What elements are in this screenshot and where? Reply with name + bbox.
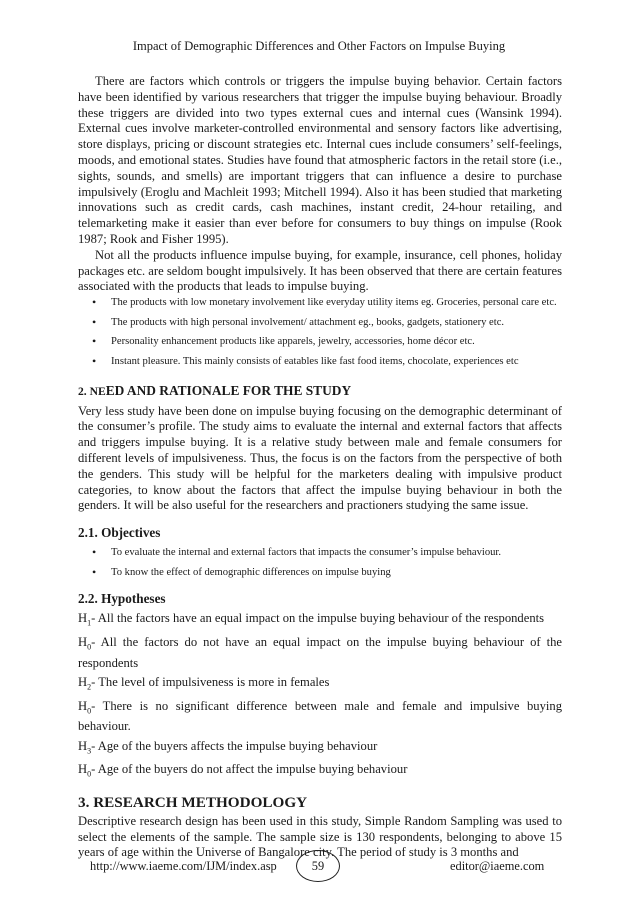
hypothesis-item: $H_3-$ Age of the buyers affects the impulse buying behaviour xyxy=(78,738,378,756)
bullet-icon: • xyxy=(92,334,97,349)
page-footer xyxy=(0,857,638,877)
section-3-body: Descriptive research design has been used in this study, Simple Random Sampling was used to select the elements of the sample. The sample size is 130 respondents, belonging to above 15 years of age within the Universe of Bangalore city. The period of study is 3 months and xyxy=(78,813,562,860)
list-item: • Instant pleasure. This mainly consists of eatables like fast food items, chocolate, experiences etc xyxy=(92,353,519,368)
section-2-body: Very less study have been done on impulse buying focusing on the demographic determinant of the consumer’s profile. The study aims to evaluate the internal and external factors that affects and triggers impulse buying. It is a relative study between male and female consumers for different levels of impulsiveness. Thus, the focus is on the factors from the perspective of both the genders. This study will be helpful for the marketers dealing with impulsive product categories, to know about the factors that affect the impulse buying behaviour in both the genders. It will be also useful for the researchers and practioners studying the same issue. xyxy=(78,403,562,513)
page-body xyxy=(78,74,562,861)
hypothesis-item: $H_0-$ Age of the buyers do not affect the impulse buying behaviour xyxy=(78,762,408,779)
journal-url-link[interactable]: http://www.iaeme.com/IJM/index.asp xyxy=(90,859,277,873)
bullet-icon: • xyxy=(92,353,97,368)
hypothesis-item: $H_2-$ The level of impulsiveness is more in females xyxy=(78,674,330,692)
list-item: • To know the effect of demographic differences on impulse buying xyxy=(92,564,391,579)
bullet-icon: • xyxy=(92,295,97,310)
intro-paragraph-2: Not all the products influence impulse buying, for example, insurance, cell phones, holiday packages etc. are seldom bought impulsively. It has been observed that there are certain features associated with the products that leads to impulse buying. xyxy=(78,247,562,294)
bullet-icon: • xyxy=(92,564,97,579)
objectives-list xyxy=(78,545,562,580)
hypothesis-item: $H_0-$ All the factors do not have an equal impact on the impulse buying behaviour of the respondents xyxy=(78,635,562,670)
hypothesis-item: $H_0-$ There is no significant difference between male and female and impulsive buying behaviour. xyxy=(78,698,562,734)
intro-paragraph-1: There are factors which controls or triggers the impulse buying behavior. Certain factors have been identified by various researchers that trigger the impulse buying behaviour. Broadly these triggers are divided into two types external cues and internal cues (Wansink 1994). External cues involve marketer-controlled environmental and sensory factors like advertising, store displays, pricing or discount strategies etc. Internal cues include consumers’ self-feelings, moods, and emotional states. Studies have found that atmospheric factors in the retail store (i.e., sights, sounds, and smells) are important triggers that can influence a desire to purchase impulsively (Eroglu and Machleit 1993; Mitchell 1994). Also it has been studied that marketing innovations such as credit cards, cash machines, instant credit, 24-hour retailing, and telemarketing make it easier than ever before for consumers to buy things on impulse (Rook 1987; Rook and Fisher 1995). xyxy=(78,74,562,246)
list-item: • To evaluate the internal and external factors that impacts the consumer’s impulse behaviour. xyxy=(92,545,502,560)
section-2-heading: 2. NEED AND RATIONALE FOR THE STUDY xyxy=(78,382,352,398)
list-item: • Personality enhancement products like apparels, jewelry, accessories, home décor etc. xyxy=(92,334,475,349)
running-header: Impact of Demographic Differences and Other Factors on Impulse Buying xyxy=(132,39,506,53)
objectives-heading: 2.1. Objectives xyxy=(78,525,161,541)
editor-email-link[interactable]: editor@iaeme.com xyxy=(450,859,545,873)
hypothesis-item: $H_1-$ All the factors have an equal impact on the impulse buying behaviour of the respondents xyxy=(78,611,545,628)
list-item: • The products with low monetary involvement like everyday utility items eg. Groceries, personal care etc. xyxy=(92,295,557,310)
list-item: • The products with high personal involvement/ attachment eg., books, gadgets, stationery etc. xyxy=(92,314,505,329)
product-features-list xyxy=(78,295,562,369)
section-3-heading: 3. RESEARCH METHODOLOGY xyxy=(78,793,308,811)
hypotheses-heading: 2.2. Hypotheses xyxy=(78,591,166,607)
page-number: 59 xyxy=(296,850,340,882)
bullet-icon: • xyxy=(92,545,97,560)
bullet-icon: • xyxy=(92,314,97,329)
